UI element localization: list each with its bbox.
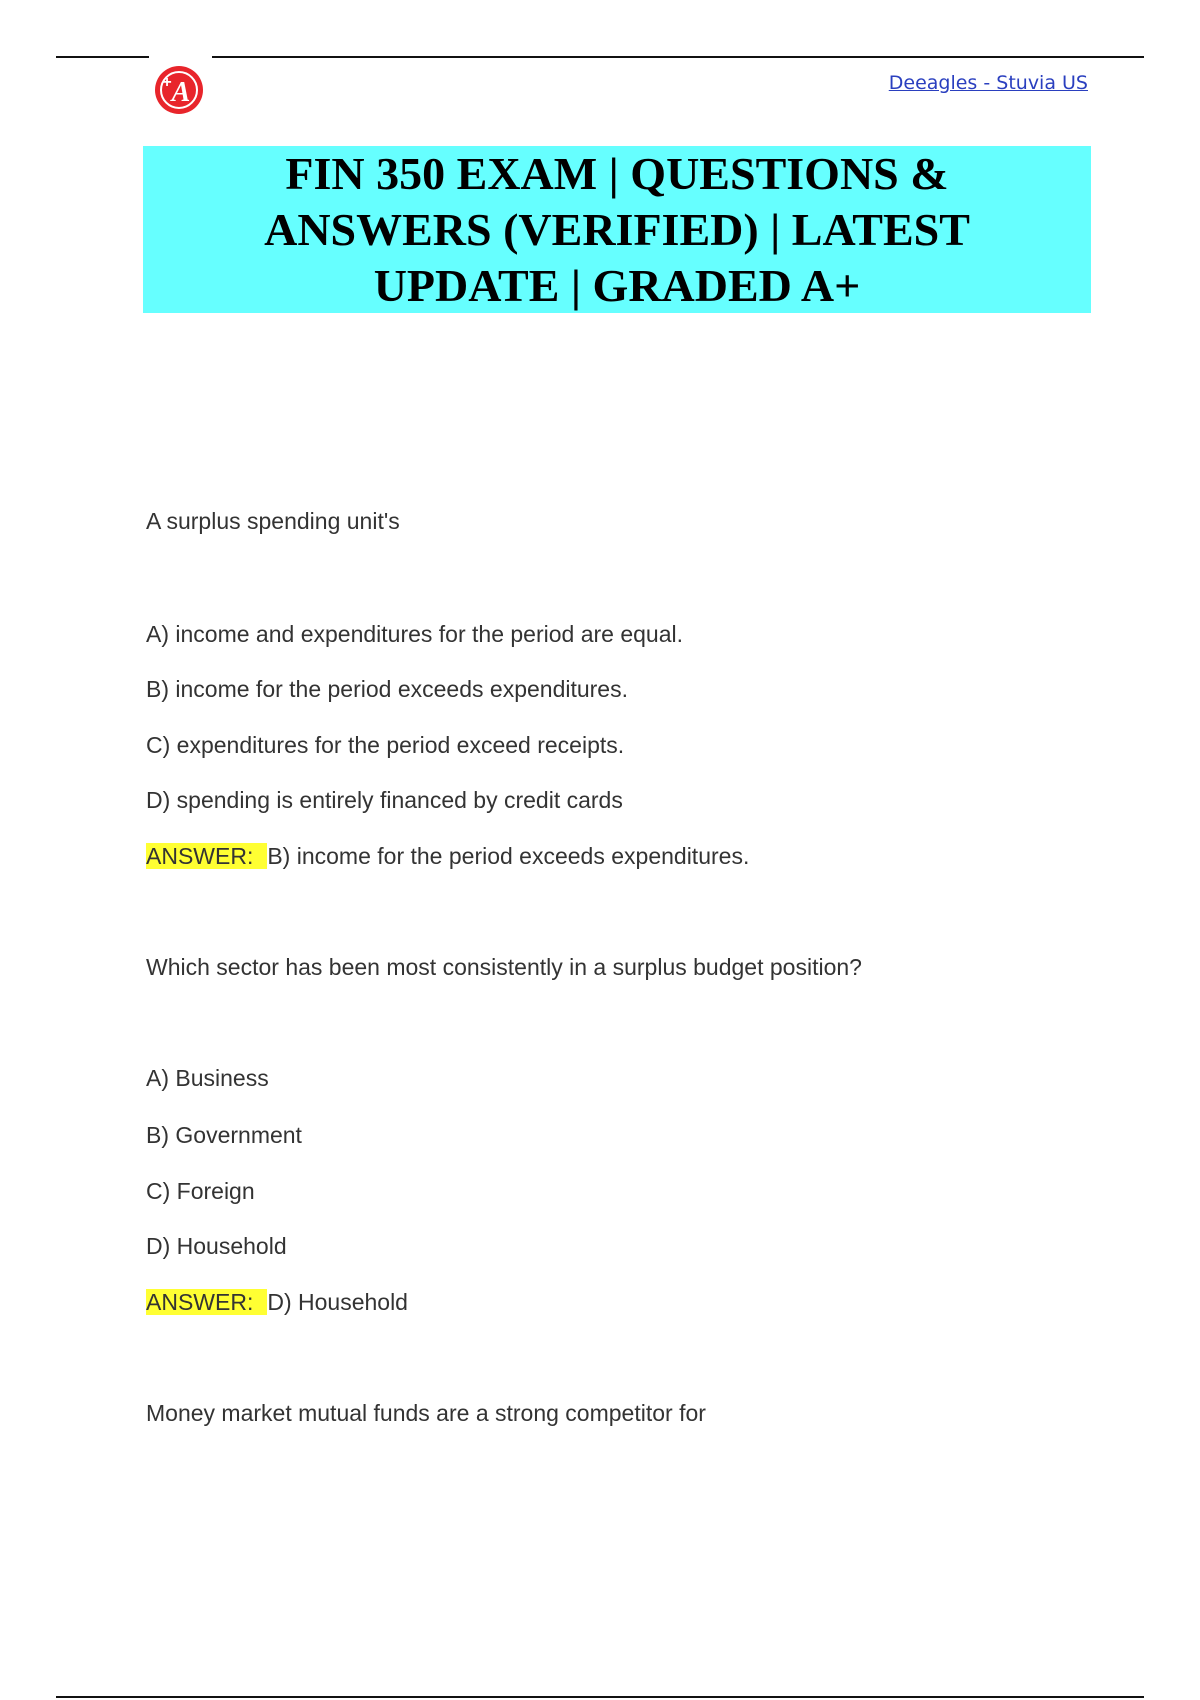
bottom-rule [56, 1696, 1144, 1698]
top-rule-left [56, 56, 149, 58]
brand-logo-icon [152, 63, 206, 117]
top-rule-right [212, 56, 1144, 58]
question-1-answer-row [146, 842, 749, 870]
question-1-option-b: B) income for the period exceeds expenditures. [146, 676, 628, 702]
answer-label: ANSWER: [146, 1289, 267, 1315]
svg-text:A: A [171, 77, 191, 108]
question-2-option-a: A) Business [146, 1065, 269, 1091]
question-2-option-c: C) Foreign [146, 1178, 255, 1204]
question-1-text: A surplus spending unit's [146, 508, 400, 534]
question-2-answer: D) Household [267, 1289, 408, 1315]
question-2-text: Which sector has been most consistently in a surplus budget position? [146, 954, 862, 980]
question-3-text: Money market mutual funds are a strong competitor for [146, 1400, 706, 1426]
question-2-option-d: D) Household [146, 1233, 287, 1259]
svg-text:+: + [162, 74, 172, 91]
question-1-option-d: D) spending is entirely financed by credit cards [146, 787, 623, 813]
question-1-option-a: A) income and expenditures for the period are equal. [146, 621, 683, 647]
question-2-option-b: B) Government [146, 1122, 302, 1148]
answer-label: ANSWER: [146, 843, 267, 869]
document-title: FIN 350 EXAM | QUESTIONS & ANSWERS (VERIFIED) | LATEST UPDATE | GRADED A+ [264, 147, 970, 311]
question-1-answer: B) income for the period exceeds expenditures. [267, 843, 750, 869]
question-1-option-c: C) expenditures for the period exceed receipts. [146, 732, 625, 758]
question-2-answer-row [146, 1288, 408, 1316]
title-banner [143, 146, 1091, 313]
source-link[interactable]: Deeagles - Stuvia US [888, 72, 1088, 94]
